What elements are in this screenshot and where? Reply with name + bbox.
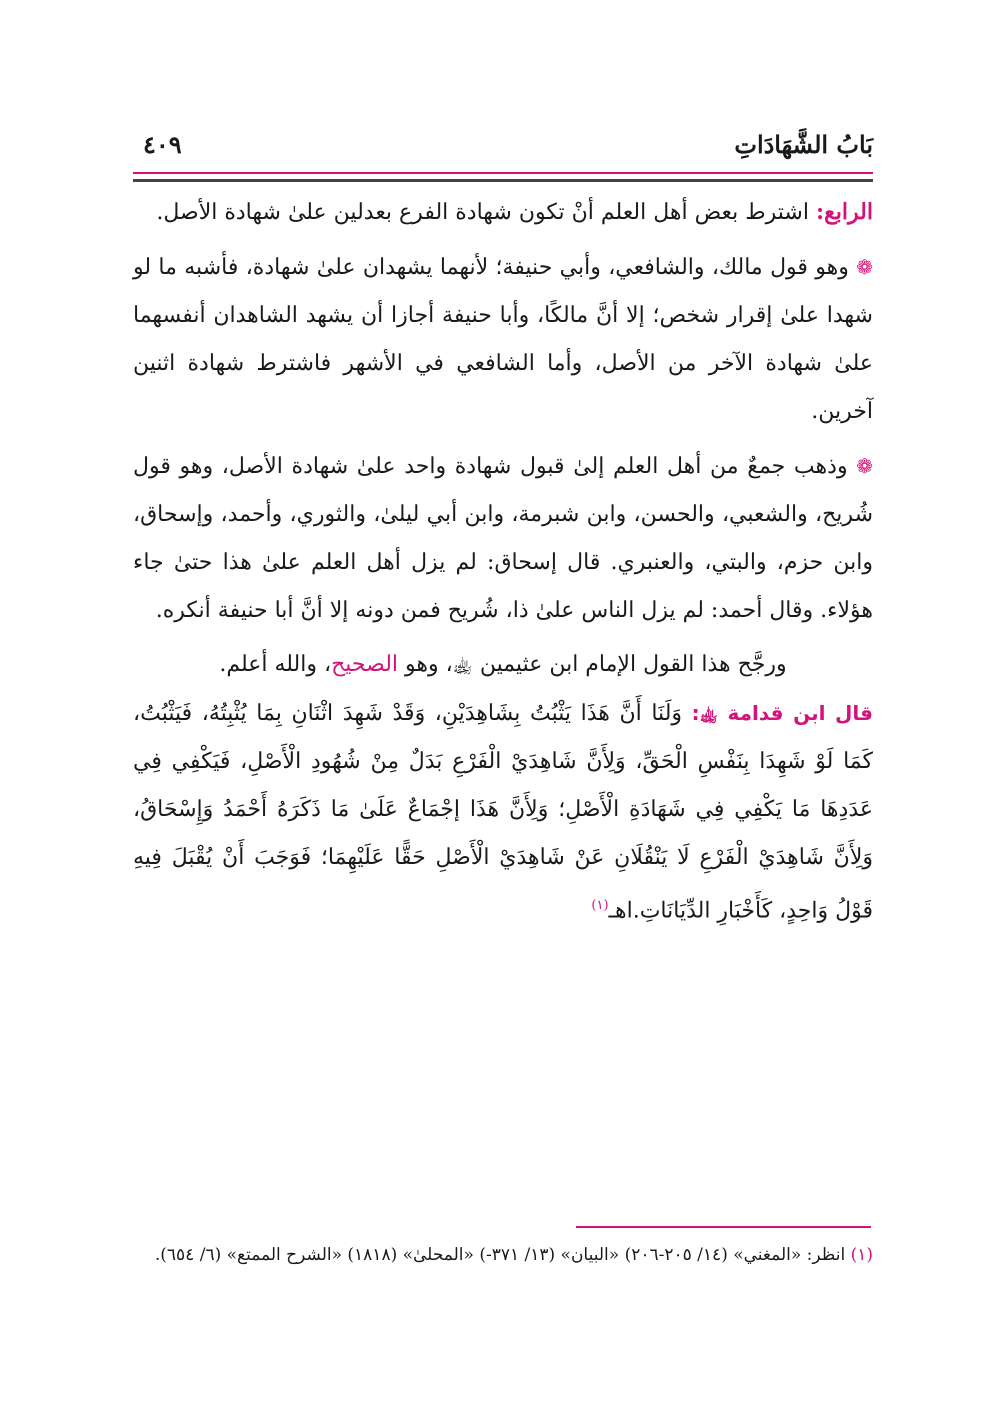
quote-text: وَلَنَا أَنَّ هَذَا يَثْبُتُ بِشَاهِدَيْنِ، وَقَدْ شَهِدَ اثْنَانِ بِمَا يُثْبِتُهُ، فَيَثْبُتُ، كَمَا لَوْ شَهِدَا بِنَفْسِ الْحَقِّ، وَلِأَنَّ شَاهِدَيْ الْفَرْعِ بَدَلٌ مِنْ شُهُودِ الْأَصْلِ، فَيَكْفِي فِي عَدَدِهَا مَا يَكْفِي فِي شَهَادَةِ الْأَصْلِ؛ وَلِأَنَّ هَذَا إجْمَاعٌ عَلَىٰ مَا ذَكَرَهُ أَحْمَدُ وَإِسْحَاقُ، وَلِأَنَّ شَاهِدَيْ الْفَرْعِ لَا يَنْقُلَانِ عَنْ شَاهِدَيْ الْأَصْلِ حَقًّا عَلَيْهِمَا؛ فَوَجَبَ أَنْ يُقْبَلَ فِيهِ قَوْلُ وَاحِدٍ، كَأَخْبَارِ الدِّيَانَاتِ.اهـ <box>133 701 873 924</box>
paragraph-text: وهو قول مالك، والشافعي، وأبي حنيفة؛ لأنهما يشهدان علىٰ شهادة، فأشبه ما لو شهدا علىٰ إقرار شخص؛ إلا أنَّ مالكًا، وأبا حنيفة أجازا أن يشهد الشاهدان أنفسهما علىٰ شهادة الآخر من الأصل، وأما الشافعي في الأشهر فاشترط شهادة اثنين آخرين. <box>133 255 873 424</box>
footnote-number: (١) <box>850 1245 873 1265</box>
footnote <box>133 1240 873 1270</box>
highlight-text: الصحيح <box>331 652 399 677</box>
paragraph-1 <box>133 188 873 237</box>
paragraph-text: وذهب جمعٌ من أهل العلم إلىٰ قبول شهادة واحد علىٰ شهادة الأصل، وهو قول شُريح، والشعبي، والحسن، وابن شبرمة، وابن أبي ليلىٰ، والثوري، وأحمد، وإسحاق، وابن حزم، والبتي، والعنبري. قال إسحاق: لم يزل أهل العلم علىٰ هذا حتىٰ جاء هؤلاء. وقال أحمد: لم يزل الناس علىٰ ذا، شُريح فمن دونه إلا أنَّ أبا حنيفة أنكره. <box>133 454 874 623</box>
footnote-rule <box>576 1226 871 1228</box>
header-rule-pink <box>133 172 873 174</box>
flower-icon: ❁ <box>856 454 873 478</box>
paragraph-lead: الرابع: <box>815 199 873 225</box>
header-rule-dark <box>133 179 873 182</box>
paragraph-text: ورجَّح هذا القول الإمام ابن عثيمين ﵀، وهو <box>405 652 787 677</box>
paragraph-2 <box>133 243 873 436</box>
running-title: بَابُ الشَّهَادَاتِ <box>734 130 873 159</box>
footnote-text: انظر: «المغني» (١٤/ ٢٠٥-٢٠٦) «البيان» (١٣/ ٣٧١-) «المحلىٰ» (١٨١٨) «الشرح الممتع» (٦/ ٦٥٤). <box>154 1245 846 1265</box>
paragraph-5 <box>133 689 873 935</box>
footnote-ref[interactable]: (١) <box>591 898 609 913</box>
paragraph-text: ، والله أعلم. <box>219 652 332 677</box>
flower-icon: ❁ <box>856 255 873 279</box>
paragraph-4 <box>133 641 873 689</box>
paragraph-text: اشترط بعض أهل العلم أنْ تكون شهادة الفرع بعدلين علىٰ شهادة الأصل. <box>156 200 809 225</box>
page-number: ٤٠٩ <box>143 130 182 159</box>
page-header <box>133 130 873 170</box>
quote-source: قال ابن قدامة ﵀: <box>691 701 873 725</box>
paragraph-3 <box>133 442 873 635</box>
main-text <box>133 188 873 935</box>
